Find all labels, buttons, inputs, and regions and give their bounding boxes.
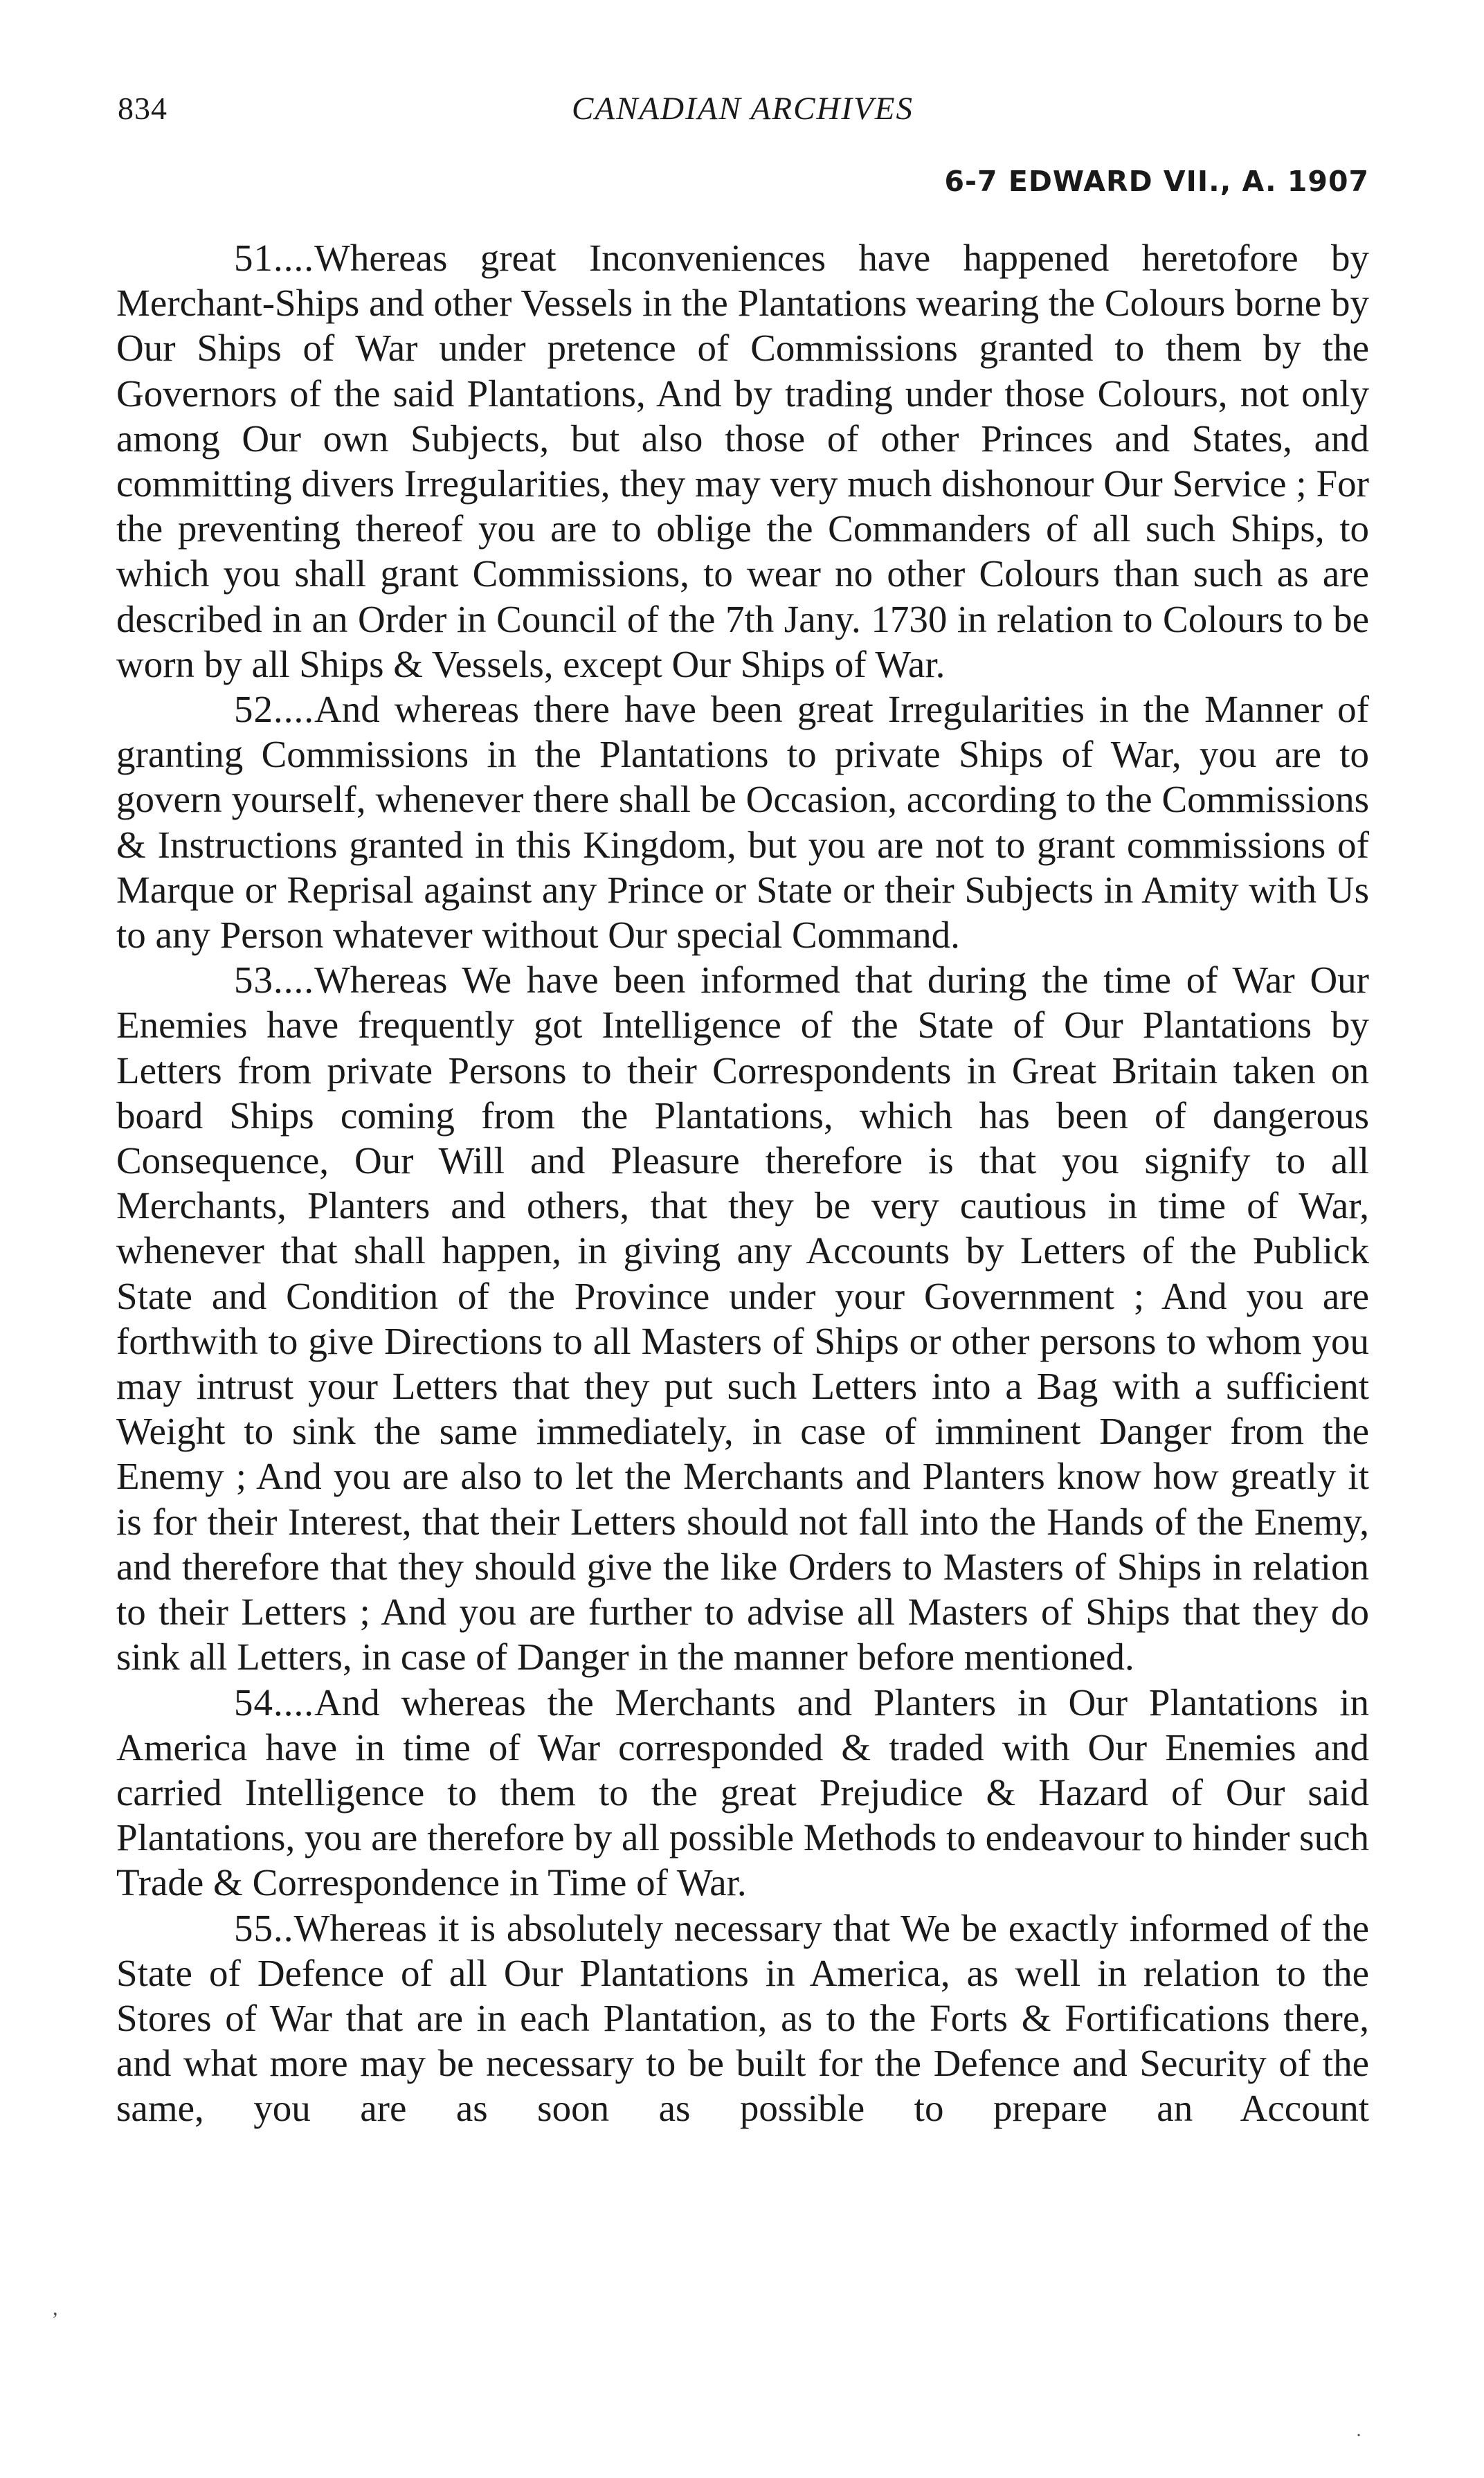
paragraph-52 <box>116 687 1369 957</box>
paragraph-number: 51.... <box>234 237 314 279</box>
session-line: 6-7 EDWARD VII., A. 1907 <box>944 165 1369 198</box>
body-text <box>116 235 1369 2131</box>
paragraph-number: 54.... <box>234 1681 314 1724</box>
paragraph-53 <box>116 957 1369 1679</box>
paragraph-text: And whereas there have been great Irregularities in the Manner of granting Commissions in the Plantations to private Ships of War, you are to govern yourself, whenever there shall be Occasion, according to the Commissions & Instructions granted in this Kingdom, but you are not to grant commissions of Marque or Reprisal against any Prince or State or their Subjects in Amity with Us to any Person whatever without Our special Command. <box>116 688 1369 957</box>
page-number: 834 <box>118 91 168 126</box>
document-page <box>116 0 1369 2478</box>
paragraph-55 <box>116 1906 1369 2131</box>
paragraph-number: 53.... <box>234 959 314 1002</box>
paragraph-text: Whereas great Inconveniences have happened heretofore by Merchant-Ships and other Vessels in the Plantations wearing the Colours borne by Our Ships of War under pretence of Commissions granted to them by the Governors of the said Plantations, And by trading under those Colours, not only among Our own Subjects, but also those of other Princes and States, and committing divers Irregularities, they may very much dishonour Our Service ; For the preventing thereof you are to oblige the Commanders of all such Ships, to which you shall grant Commissions, to wear no other Colours than such as are described in an Order in Council of the 7th Jany. 1730 in relation to Colours to be worn by all Ships & Vessels, except Our Ships of War. <box>116 237 1369 685</box>
paragraph-number: 55.. <box>234 1906 294 1949</box>
paragraph-number: 52.... <box>234 688 314 731</box>
running-head <box>116 0 1369 198</box>
paragraph-text: And whereas the Merchants and Planters in Our Plantations in America have in time of War corresponded & traded with Our Enemies and carried Intelligence to them to the great Prejudice & Hazard of Our said Plantations, you are therefore by all possible Methods to endeavour to hinder such Trade & Correspondence in Time of War. <box>116 1681 1369 1904</box>
paragraph-54 <box>116 1680 1369 1906</box>
paragraph-51 <box>116 235 1369 687</box>
paragraph-text: Whereas We have been informed that during the time of War Our Enemies have frequently got Intelligence of the State of Our Plantations by Letters from private Persons to their Correspondents in Great Britain taken on board Ships coming from the Plantations, which has been of dangerous Consequence, Our Will and Pleasure therefore is that you signify to all Merchants, Planters and others, that they be very cautious in time of War, whenever that shall happen, in giving any Accounts by Letters of the Publick State and Condition of the Province under your Government ; And you are forthwith to give Directions to all Masters of Ships or other persons to whom you may intrust your Letters that they put such Letters into a Bag with a sufficient Weight to sink the same immediately, in case of imminent Danger from the Enemy ; And you are also to let the Merchants and Planters know how greatly it is for their Interest, that their Letters should not fall into the Hands of the Enemy, and therefore that they should give the like Orders to Masters of Ships in relation to their Letters ; And you are further to advise all Masters of Ships that they do sink all Letters, in case of Danger in the manner before mentioned. <box>116 959 1369 1679</box>
margin-comma-mark: , <box>53 2297 58 2319</box>
running-title: CANADIAN ARCHIVES <box>572 91 914 127</box>
paragraph-text: Whereas it is absolutely necessary that We be exactly informed of the State of Defence of all Our Plantations in America, as well in relation to the Stores of War that are in each Plantation, as to the Forts & Fortifications there, and what more may be necessary to be built for the Defence and Security of the same, you are as soon as possible to prepare an Account <box>116 1906 1369 2130</box>
margin-dot-mark: ˙ <box>1355 2430 1362 2452</box>
